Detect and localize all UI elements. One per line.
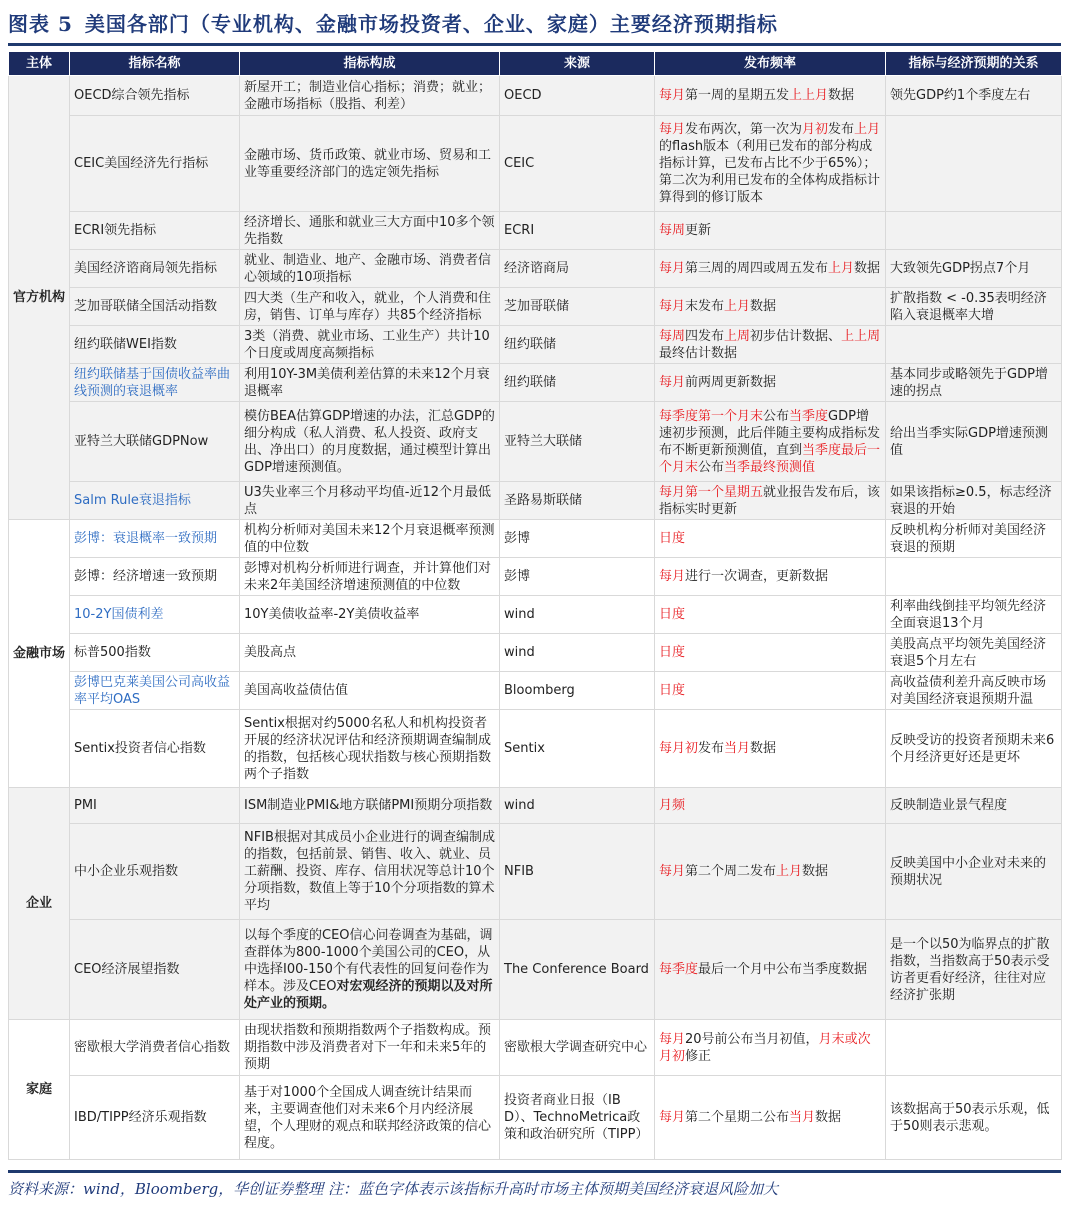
composition-cell: Sentix根据对约5000名私人和机构投资者开展的经济状况评估和经济预期调查编制成的指数，包括核心现状指数与核心预期指数两个子指数 bbox=[240, 710, 500, 788]
table-row bbox=[9, 1020, 1062, 1076]
frequency-text: 第二个星期二公布 bbox=[685, 1110, 790, 1125]
frequency-text: GDP增速初步预测，此后伴随主要构成指标发布不断更新预测值，直到 bbox=[659, 408, 881, 458]
table-row bbox=[9, 596, 1062, 634]
table-row bbox=[9, 364, 1062, 402]
indicator-name-cell: 标普500指数 bbox=[70, 634, 240, 672]
frequency-text: 进行一次调查，更新数据 bbox=[685, 569, 829, 584]
relation-cell: 美股高点平均领先美国经济衰退5个月左右 bbox=[886, 634, 1062, 672]
frequency-cell bbox=[655, 326, 886, 364]
source-cell: 纽约联储 bbox=[500, 326, 655, 364]
table-row bbox=[9, 788, 1062, 824]
footer-divider bbox=[8, 1170, 1061, 1173]
frequency-cell bbox=[655, 76, 886, 116]
frequency-highlight-text: 日度 bbox=[659, 607, 686, 622]
indicator-name-cell: CEO经济展望指数 bbox=[70, 920, 240, 1020]
indicator-name-cell: Salm Rule衰退指标 bbox=[70, 482, 240, 520]
frequency-text: 初步估计数据、 bbox=[750, 328, 842, 344]
composition-cell: U3失业率三个月移动平均值-近12个月最低点 bbox=[240, 482, 500, 520]
frequency-cell bbox=[655, 824, 886, 920]
composition-cell: 美国高收益债估值 bbox=[240, 672, 500, 710]
frequency-cell bbox=[655, 402, 886, 482]
table-row bbox=[9, 634, 1062, 672]
frequency-highlight-text: 月频 bbox=[659, 798, 686, 813]
indicator-table bbox=[8, 51, 1062, 1160]
frequency-text: 数据 bbox=[802, 864, 829, 879]
indicator-name-cell: 芝加哥联储全国活动指数 bbox=[70, 288, 240, 326]
header-subject: 主体 bbox=[9, 52, 70, 76]
composition-cell: 模仿BEA估算GDP增速的办法，汇总GDP的细分构成（私人消费、私人投资、政府支出、净出口）的月度数据，通过模型计算出GDP增速预测值。 bbox=[240, 402, 500, 482]
frequency-highlight-text: 日度 bbox=[659, 683, 686, 698]
frequency-text: 发布 bbox=[828, 122, 855, 137]
table-row bbox=[9, 558, 1062, 596]
frequency-highlight-text: 每月 bbox=[659, 375, 686, 390]
header-composition: 指标构成 bbox=[240, 52, 500, 76]
figure-number: 5 bbox=[58, 12, 73, 36]
indicator-name-cell: 中小企业乐观指数 bbox=[70, 824, 240, 920]
frequency-highlight-text: 当月 bbox=[789, 1110, 816, 1125]
frequency-text: 数据 bbox=[815, 1110, 842, 1125]
frequency-text: 第一周的星期五发 bbox=[685, 88, 790, 103]
frequency-text: 公布 bbox=[698, 459, 725, 475]
frequency-cell bbox=[655, 558, 886, 596]
table-row bbox=[9, 76, 1062, 116]
source-cell: wind bbox=[500, 634, 655, 672]
source-cell: 密歇根大学调查研究中心 bbox=[500, 1020, 655, 1076]
source-cell: 彭博 bbox=[500, 558, 655, 596]
frequency-text: 数据 bbox=[750, 741, 777, 756]
frequency-highlight-text: 每月 bbox=[659, 1031, 686, 1047]
frequency-highlight-text: 每周 bbox=[659, 328, 686, 344]
frequency-text: 更新 bbox=[685, 223, 712, 238]
frequency-text: 20号前公布当月初值， bbox=[685, 1031, 819, 1047]
table-row bbox=[9, 212, 1062, 250]
frequency-text: 数据 bbox=[750, 299, 777, 314]
source-note: 资料来源：wind，Bloomberg，华创证券整理 注：蓝色字体表示该指标升高时市场主体预期美国经济衰退风险加大 bbox=[8, 1180, 779, 1198]
table-row bbox=[9, 116, 1062, 212]
frequency-cell bbox=[655, 788, 886, 824]
indicator-name-cell: 彭博：衰退概率一致预期 bbox=[70, 520, 240, 558]
header-source: 来源 bbox=[500, 52, 655, 76]
indicator-name-cell: OECD综合领先指标 bbox=[70, 76, 240, 116]
relation-cell: 基本同步或略领先于GDP增速的拐点 bbox=[886, 364, 1062, 402]
composition-cell: NFIB根据对其成员小企业进行的调查编制成的指数，包括前景、销售、收入、就业、员工薪酬、投资、库存、信用状况等总计10个分项指数，数值上等于10个分项指数的算术平均 bbox=[240, 824, 500, 920]
composition-cell: 利用10Y-3M美债利差估算的未来12个月衰退概率 bbox=[240, 364, 500, 402]
frequency-highlight-text: 月初 bbox=[802, 122, 829, 137]
composition-cell: 经济增长、通胀和就业三大方面中10多个领先指数 bbox=[240, 212, 500, 250]
relation-cell: 如果该指标≥0.5，标志经济衰退的开始 bbox=[886, 482, 1062, 520]
frequency-highlight-text: 当季度 bbox=[789, 408, 829, 424]
table-row bbox=[9, 920, 1062, 1020]
frequency-highlight-text: 每月 bbox=[659, 299, 686, 314]
frequency-highlight-text: 每周 bbox=[659, 223, 686, 238]
table-row bbox=[9, 672, 1062, 710]
relation-cell bbox=[886, 1020, 1062, 1076]
frequency-cell bbox=[655, 1020, 886, 1076]
category-cell: 企业 bbox=[9, 788, 70, 1020]
frequency-text: 最终估计数据 bbox=[659, 345, 738, 361]
table-row bbox=[9, 402, 1062, 482]
source-cell: Bloomberg bbox=[500, 672, 655, 710]
table-row bbox=[9, 710, 1062, 788]
frequency-text: 公布 bbox=[763, 408, 790, 424]
frequency-cell bbox=[655, 520, 886, 558]
figure-title-text: 美国各部门（专业机构、金融市场投资者、企业、家庭）主要经济预期指标 bbox=[84, 12, 778, 36]
title-divider bbox=[8, 43, 1061, 46]
indicator-name-cell: 密歇根大学消费者信心指数 bbox=[70, 1020, 240, 1076]
frequency-text: 数据 bbox=[828, 88, 855, 103]
frequency-text: 发布 bbox=[698, 741, 725, 756]
indicator-name-cell: IBD/TIPP经济乐观指数 bbox=[70, 1076, 240, 1160]
frequency-text: 第二个周二发布 bbox=[685, 864, 777, 879]
indicator-name-cell: 亚特兰大联储GDPNow bbox=[70, 402, 240, 482]
table-body bbox=[9, 76, 1062, 1160]
relation-cell: 该数据高于50表示乐观，低于50则表示悲观。 bbox=[886, 1076, 1062, 1160]
indicator-name-cell: CEIC美国经济先行指标 bbox=[70, 116, 240, 212]
table-row bbox=[9, 482, 1062, 520]
frequency-highlight-text: 上周 bbox=[724, 328, 751, 344]
frequency-text: 第三周的周四或周五发布 bbox=[685, 261, 829, 276]
frequency-highlight-text: 当季最终预测值 bbox=[724, 459, 816, 475]
frequency-cell bbox=[655, 250, 886, 288]
composition-cell: 彭博对机构分析师进行调查，并计算他们对未来2年美国经济增速预测值的中位数 bbox=[240, 558, 500, 596]
source-cell: 圣路易斯联储 bbox=[500, 482, 655, 520]
frequency-highlight-text: 每月 bbox=[659, 88, 686, 103]
source-cell: wind bbox=[500, 596, 655, 634]
relation-cell: 大致领先GDP拐点7个月 bbox=[886, 250, 1062, 288]
indicator-name-cell: 纽约联储WEI指数 bbox=[70, 326, 240, 364]
source-cell: 投资者商业日报（IBD）、TechnoMetrica政策和政治研究所（TIPP） bbox=[500, 1076, 655, 1160]
source-cell: The Conference Board bbox=[500, 920, 655, 1020]
frequency-cell bbox=[655, 288, 886, 326]
frequency-text: 末发布 bbox=[685, 299, 725, 314]
relation-cell bbox=[886, 326, 1062, 364]
table-row bbox=[9, 288, 1062, 326]
frequency-highlight-text: 每月 bbox=[659, 1110, 686, 1125]
table-row bbox=[9, 520, 1062, 558]
frequency-highlight-text: 上月 bbox=[724, 299, 751, 314]
source-cell: ECRI bbox=[500, 212, 655, 250]
frequency-cell bbox=[655, 482, 886, 520]
composition-cell: 四大类（生产和收入，就业，个人消费和住房，销售、订单与库存）共85个经济指标 bbox=[240, 288, 500, 326]
frequency-cell bbox=[655, 1076, 886, 1160]
indicator-name-cell: ECRI领先指标 bbox=[70, 212, 240, 250]
frequency-cell bbox=[655, 596, 886, 634]
source-cell: NFIB bbox=[500, 824, 655, 920]
frequency-text: 前两周更新数据 bbox=[685, 375, 777, 390]
frequency-text: 数据 bbox=[854, 261, 881, 276]
frequency-cell bbox=[655, 116, 886, 212]
indicator-name-cell: 纽约联储基于国债收益率曲线预测的衰退概率 bbox=[70, 364, 240, 402]
frequency-cell bbox=[655, 920, 886, 1020]
table-row bbox=[9, 1076, 1062, 1160]
indicator-name-cell: 10-2Y国债利差 bbox=[70, 596, 240, 634]
relation-cell: 高收益债利差升高反映市场对美国经济衰退预期升温 bbox=[886, 672, 1062, 710]
relation-cell: 是一个以50为临界点的扩散指数，当指数高于50表示受访者更看好经济，往往对应经济扩张期 bbox=[886, 920, 1062, 1020]
frequency-text: 发布两次，第一次为 bbox=[685, 122, 803, 137]
composition-cell: 就业、制造业、地产、金融市场、消费者信心领域的10项指标 bbox=[240, 250, 500, 288]
frequency-highlight-text: 上月 bbox=[854, 122, 881, 137]
frequency-highlight-text: 每季度第一个月末 bbox=[659, 408, 764, 424]
source-cell: CEIC bbox=[500, 116, 655, 212]
table-row bbox=[9, 824, 1062, 920]
frequency-highlight-text: 上月 bbox=[828, 261, 855, 276]
relation-cell: 领先GDP约1个季度左右 bbox=[886, 76, 1062, 116]
frequency-cell bbox=[655, 364, 886, 402]
composition-cell: 机构分析师对美国未来12个月衰退概率预测值的中位数 bbox=[240, 520, 500, 558]
table-header-row bbox=[9, 52, 1062, 76]
table-row bbox=[9, 250, 1062, 288]
frequency-highlight-text: 当月 bbox=[724, 741, 751, 756]
header-relation: 指标与经济预期的关系 bbox=[886, 52, 1062, 76]
frequency-cell bbox=[655, 672, 886, 710]
category-cell: 金融市场 bbox=[9, 520, 70, 788]
source-cell: wind bbox=[500, 788, 655, 824]
composition-bold-text: 对宏观经济的预期以及对所处产业的预期。 bbox=[244, 979, 493, 1011]
category-cell: 官方机构 bbox=[9, 76, 70, 520]
relation-cell bbox=[886, 116, 1062, 212]
frequency-highlight-text: 月末或次月初 bbox=[659, 1031, 871, 1064]
frequency-text: 的flash版本（利用已发布的部分构成指标计算，已发布占比不少于65%）；第二次为利用已发布的全体构成指标计算得到的修订版本 bbox=[659, 139, 881, 205]
composition-cell: 10Y美债收益率-2Y美债收益率 bbox=[240, 596, 500, 634]
frequency-highlight-text: 每月 bbox=[659, 122, 686, 137]
category-cell: 家庭 bbox=[9, 1020, 70, 1160]
figure-title bbox=[8, 8, 778, 40]
indicator-name-cell: 彭博巴克莱美国公司高收益率平均OAS bbox=[70, 672, 240, 710]
composition-text: 以每个季度的CEO信心问卷调查为基础，调查群体为800-1000个美国公司的CEO，从中选择I00-150个有代表性的回复问卷作为样本。涉及CEO bbox=[244, 928, 493, 994]
table-row bbox=[9, 326, 1062, 364]
frequency-highlight-text: 每月 bbox=[659, 864, 686, 879]
relation-cell: 反映机构分析师对美国经济衰退的预期 bbox=[886, 520, 1062, 558]
frequency-highlight-text: 日度 bbox=[659, 645, 686, 660]
source-cell: 经济谘商局 bbox=[500, 250, 655, 288]
relation-cell: 反映美国中小企业对未来的预期状况 bbox=[886, 824, 1062, 920]
relation-cell: 反映制造业景气程度 bbox=[886, 788, 1062, 824]
relation-cell bbox=[886, 212, 1062, 250]
frequency-highlight-text: 每月 bbox=[659, 261, 686, 276]
header-indicator-name: 指标名称 bbox=[70, 52, 240, 76]
frequency-text: 修正 bbox=[685, 1048, 712, 1064]
frequency-cell bbox=[655, 634, 886, 672]
indicator-name-cell: Sentix投资者信心指数 bbox=[70, 710, 240, 788]
relation-cell: 扩散指数 < -0.35表明经济陷入衰退概率大增 bbox=[886, 288, 1062, 326]
frequency-highlight-text: 上上月 bbox=[789, 88, 829, 103]
frequency-text: 四发布 bbox=[685, 328, 725, 344]
frequency-highlight-text: 每月初 bbox=[659, 741, 699, 756]
frequency-highlight-text: 上上周 bbox=[841, 328, 881, 344]
indicator-name-cell: 彭博：经济增速一致预期 bbox=[70, 558, 240, 596]
composition-cell: 金融市场、货币政策、就业市场、贸易和工业等重要经济部门的选定领先指标 bbox=[240, 116, 500, 212]
composition-cell: ISM制造业PMI&地方联储PMI预期分项指数 bbox=[240, 788, 500, 824]
source-cell: OECD bbox=[500, 76, 655, 116]
header-frequency: 发布频率 bbox=[655, 52, 886, 76]
frequency-text: 就业报告发布后，该指标实时更新 bbox=[659, 484, 881, 517]
composition-cell: 新屋开工；制造业信心指标；消费；就业；金融市场指标（股指、利差） bbox=[240, 76, 500, 116]
relation-cell: 给出当季实际GDP增速预测值 bbox=[886, 402, 1062, 482]
frequency-cell bbox=[655, 212, 886, 250]
source-cell: 纽约联储 bbox=[500, 364, 655, 402]
frequency-highlight-text: 日度 bbox=[659, 531, 686, 546]
frequency-highlight-text: 上月 bbox=[776, 864, 803, 879]
relation-cell: 利率曲线倒挂平均领先经济全面衰退13个月 bbox=[886, 596, 1062, 634]
composition-cell: 基于对1000个全国成人调查统计结果而来，主要调查他们对未来6个月内经济展望，个人理财的观点和联邦经济政策的信心程度。 bbox=[240, 1076, 500, 1160]
frequency-highlight-text: 当季度最后一个月末 bbox=[659, 442, 881, 475]
composition-cell: 3类（消费、就业市场、工业生产）共计10个日度或周度高频指标 bbox=[240, 326, 500, 364]
figure-prefix: 图表 bbox=[8, 12, 50, 36]
source-cell: 亚特兰大联储 bbox=[500, 402, 655, 482]
frequency-cell bbox=[655, 710, 886, 788]
frequency-highlight-text: 每季度 bbox=[659, 962, 699, 977]
source-cell: 彭博 bbox=[500, 520, 655, 558]
frequency-text: 最后一个月中公布当季度数据 bbox=[698, 962, 868, 977]
frequency-highlight-text: 每月 bbox=[659, 569, 686, 584]
source-cell: Sentix bbox=[500, 710, 655, 788]
composition-cell: 由现状指数和预期指数两个子指数构成。预期指数中涉及消费者对下一年和未来5年的预期 bbox=[240, 1020, 500, 1076]
relation-cell bbox=[886, 558, 1062, 596]
indicator-name-cell: PMI bbox=[70, 788, 240, 824]
composition-cell: 美股高点 bbox=[240, 634, 500, 672]
source-cell: 芝加哥联储 bbox=[500, 288, 655, 326]
indicator-name-cell: 美国经济谘商局领先指标 bbox=[70, 250, 240, 288]
frequency-highlight-text: 每月第一个星期五 bbox=[659, 484, 764, 500]
composition-cell bbox=[240, 920, 500, 1020]
relation-cell: 反映受访的投资者预期未来6个月经济更好还是更坏 bbox=[886, 710, 1062, 788]
